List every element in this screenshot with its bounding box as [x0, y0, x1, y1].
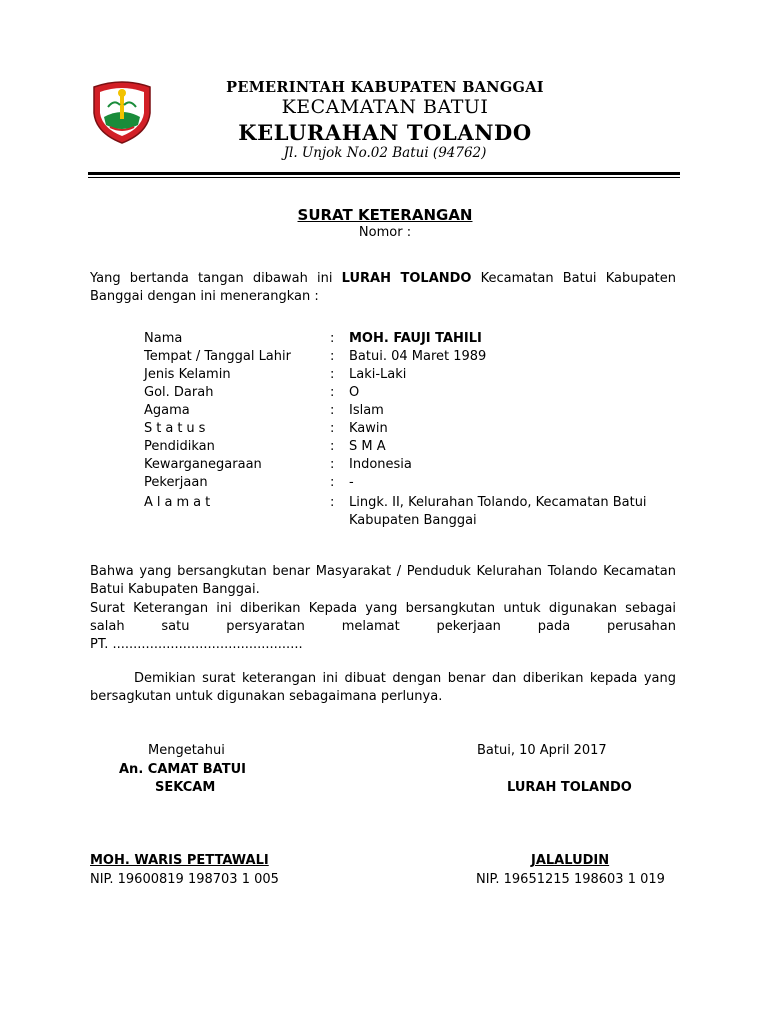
header-rule-thin — [88, 177, 680, 178]
intro-text-start: Yang bertanda tangan dibawah ini — [90, 271, 342, 286]
detail-value-ttl: Batui. 04 Maret 1989 — [349, 349, 487, 364]
detail-label-education: Pendidikan — [144, 439, 215, 454]
detail-value-address: Lingk. II, Kelurahan Tolando, Kecamatan Batui — [349, 495, 647, 510]
header-government: PEMERINTAH KABUPATEN BANGGAI — [226, 79, 544, 96]
sig-left-name: MOH. WARIS PETTAWALI — [90, 853, 269, 868]
intro-text-end: Kecamatan Batui Kabupaten Banggai dengan ini menerangkan : — [90, 271, 676, 304]
detail-value-gender: Laki-Laki — [349, 367, 407, 382]
sig-left-nip: NIP. 19600819 198703 1 005 — [90, 872, 279, 887]
detail-colon: : — [330, 385, 335, 400]
detail-value-religion: Islam — [349, 403, 384, 418]
detail-value-status: Kawin — [349, 421, 388, 436]
detail-colon: : — [330, 475, 335, 490]
sig-right-position: LURAH TOLANDO — [507, 780, 632, 795]
intro-paragraph — [90, 270, 676, 306]
sig-left-acknowledged: Mengetahui — [148, 743, 225, 758]
purpose-company: PT. .............................................. — [90, 637, 303, 652]
closing-paragraph: Demikian surat keterangan ini dibuat dengan benar dan diberikan kepada yang bersagkutan untuk digunakan sebagaimana perlunya. — [90, 671, 676, 704]
detail-value-nama: MOH. FAUJI TAHILI — [349, 331, 482, 346]
intro-official: LURAH TOLANDO — [341, 271, 472, 286]
detail-colon: : — [330, 403, 335, 418]
regency-emblem-icon — [88, 77, 156, 145]
letter-title-text: SURAT KETERANGAN — [297, 206, 473, 224]
detail-label-address: Alamat — [144, 495, 215, 510]
header-rule-thick — [88, 172, 680, 175]
header-district: KECAMATAN BATUI — [281, 96, 489, 118]
detail-colon: : — [330, 421, 335, 436]
detail-value-nationality: Indonesia — [349, 457, 412, 472]
detail-label-status: Status — [144, 421, 210, 436]
sig-left-on-behalf: An. CAMAT BATUI — [119, 762, 246, 777]
detail-label-nama: Nama — [144, 331, 183, 346]
detail-label-gender: Jenis Kelamin — [144, 367, 231, 382]
detail-colon: : — [330, 439, 335, 454]
detail-value-occupation: - — [349, 475, 354, 490]
detail-colon: : — [330, 495, 335, 510]
detail-colon: : — [330, 367, 335, 382]
purpose-paragraph: Surat Keterangan ini diberikan Kepada yang bersangkutan untuk digunakan sebagai salah satu persyaratan melamat pekerjaan pada perusahan — [90, 601, 676, 634]
sig-right-date: Batui, 10 April 2017 — [477, 743, 607, 758]
sig-left-position: SEKCAM — [155, 780, 216, 795]
detail-label-religion: Agama — [144, 403, 190, 418]
sig-right-name: JALALUDIN — [531, 853, 610, 868]
detail-value-blood: O — [349, 385, 360, 400]
sig-right-nip: NIP. 19651215 198603 1 019 — [476, 872, 665, 887]
detail-colon: : — [330, 457, 335, 472]
letter-number: Nomor : — [358, 225, 412, 240]
detail-colon: : — [330, 331, 335, 346]
detail-value-education: S M A — [349, 439, 386, 454]
detail-colon: : — [330, 349, 335, 364]
header-village: KELURAHAN TOLANDO — [238, 120, 532, 145]
header-address: Jl. Unjok No.02 Batui (94762) — [283, 145, 487, 161]
detail-label-nationality: Kewarganegaraan — [144, 457, 262, 472]
detail-label-ttl: Tempat / Tanggal Lahir — [144, 349, 291, 364]
detail-label-occupation: Pekerjaan — [144, 475, 208, 490]
letter-title — [150, 206, 620, 224]
statement-paragraph: Bahwa yang bersangkutan benar Masyarakat / Penduduk Kelurahan Tolando Kecamatan Batui Kabupaten Banggai. — [90, 564, 676, 597]
detail-value-address-2: Kabupaten Banggai — [349, 513, 477, 528]
detail-label-blood: Gol. Darah — [144, 385, 214, 400]
